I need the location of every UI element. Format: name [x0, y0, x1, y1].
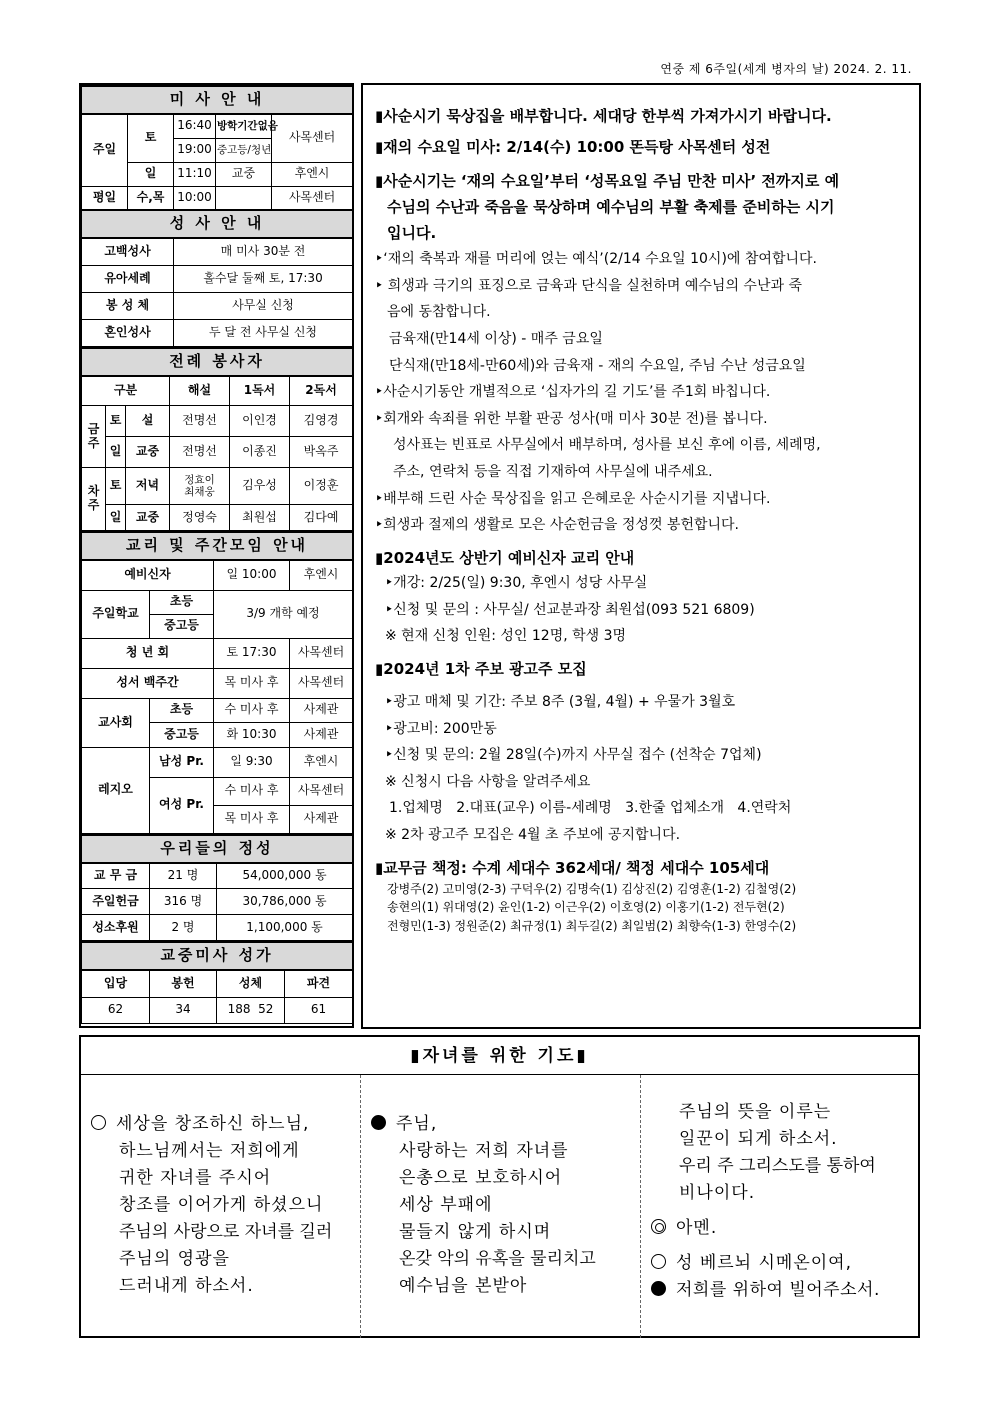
bulletin-date-line: 연중 제 6주일(세계 병자의 날) 2024. 2. 11.	[660, 62, 912, 76]
prayer-line: 창조를 이어가게 하셨으니	[119, 1195, 324, 1215]
catechumen-place: 후엔시	[290, 560, 353, 590]
legio-male-label: 남성 Pr.	[150, 747, 214, 777]
prayer-line: 사랑하는 저희 자녀를	[399, 1141, 569, 1161]
notice-heading: ▮교무금 책정: 수계 세대수 362세대/ 책정 세대수 105세대	[375, 858, 770, 877]
second-reader-name: 김다예	[290, 505, 353, 531]
liturgy-mass: 저녁	[126, 468, 170, 505]
liturgy-mass: 설	[126, 406, 170, 437]
liturgy-day: 일	[106, 505, 126, 531]
legio-place: 사제관	[290, 805, 353, 833]
mass-time: 10:00	[174, 186, 216, 210]
sacrament-label: 혼인성사	[82, 319, 174, 346]
second-reader-name: 박옥주	[290, 437, 353, 468]
notice-heading: ▮2024년 1차 주보 광고주 모집	[375, 659, 587, 678]
sacrament-label: 봉 성 체	[82, 292, 174, 319]
notice-heading: ▮사순시기 묵상집을 배부합니다. 세대당 한부씩 가져가시기 바랍니다.	[375, 107, 832, 125]
first-reader-name: 김우성	[230, 468, 290, 505]
hymn-number: 34	[150, 997, 217, 1023]
teachers-time: 수 미사 후	[214, 698, 290, 722]
hymn-header: 성체	[217, 970, 285, 997]
mass-target	[216, 186, 272, 210]
double-circle-icon	[651, 1219, 666, 1234]
prayer-column-3	[640, 1075, 918, 1338]
prayer-column-2	[360, 1075, 640, 1338]
name-list-line: 전형민(1-3) 정원준(2) 최규정(1) 최두길(2) 최일범(2) 최향숙(1-3) 한영수(2)	[387, 919, 797, 934]
teachers-sub: 초등	[150, 698, 214, 722]
notice-bullet: ‣ 희생과 극기의 표징으로 금육과 단식을 실천하며 예수님의 수난과 죽	[375, 277, 802, 294]
mass-target: 중고등/청년	[216, 138, 272, 162]
hymns-section-title: 교중미사 성가	[82, 942, 353, 970]
prayer-line: 주님,	[396, 1114, 438, 1134]
next-week-text: 차주	[87, 484, 100, 512]
sacrament-label: 유아세례	[82, 265, 174, 292]
liturgy-header: 2독서	[290, 376, 353, 406]
liturgy-day: 일	[106, 437, 126, 468]
offering-count: 2 명	[150, 915, 217, 941]
teachers-sub: 중고등	[150, 722, 214, 747]
mass-time: 16:40	[174, 114, 216, 138]
teachers-place: 사제관	[290, 698, 353, 722]
notice-note: ※ 현재 신청 인원: 성인 12명, 학생 3명	[385, 628, 627, 645]
next-week-label	[82, 468, 106, 531]
sunday-school-value: 3/9 개학 예정	[214, 590, 353, 638]
offerings-table	[81, 834, 353, 942]
offering-amount: 1,100,000 동	[217, 915, 353, 941]
notice-bullet: ‣광고비: 200만동	[385, 720, 497, 737]
hymn-header: 봉헌	[150, 970, 217, 997]
mass-time: 11:10	[174, 162, 216, 186]
liturgy-mass: 교중	[126, 505, 170, 531]
prayer-line: 우리 주 그리스도를 통하여	[679, 1156, 876, 1176]
notice-heading: ▮사순시기는 ‘재의 수요일’부터 ‘성목요일 주님 만찬 미사’ 전까지로 예	[375, 171, 840, 190]
notice-bullet: ‣희생과 절제의 생활로 모은 사순헌금을 정성껏 봉헌합니다.	[375, 517, 739, 534]
prayer-line: 주님의 뜻을 이루는	[679, 1102, 832, 1122]
sacrament-value: 매 미사 30분 전	[174, 238, 353, 265]
mass-time: 19:00	[174, 138, 216, 162]
notice-bullet: ‣신청 및 문의 : 사무실/ 선교분과장 최원섭(093 521 6809)	[385, 601, 755, 618]
offering-count: 21 명	[150, 863, 217, 889]
liturgy-mass: 교중	[126, 437, 170, 468]
notice-note-detail: 1.업체명 2.대표(교우) 이름-세례명 3.한줄 업체소개 4.연락처	[389, 800, 792, 817]
teachers-time: 화 10:30	[214, 722, 290, 747]
sacrament-label: 고백성사	[82, 238, 174, 265]
teachers-label: 교사회	[82, 698, 150, 747]
prayer-box	[79, 1035, 920, 1338]
prayer-line: 은총으로 보호하시어	[399, 1168, 563, 1188]
sacrament-value: 사무실 신청	[174, 292, 353, 319]
prayer-line: 온갖 악의 유혹을 물리치고	[399, 1249, 596, 1269]
legio-time: 목 미사 후	[214, 805, 290, 833]
saturday-label: 토	[128, 114, 174, 162]
mass-target: 교중	[216, 162, 272, 186]
legio-female-label: 여성 Pr.	[150, 777, 214, 833]
youth-time: 토 17:30	[214, 638, 290, 668]
filled-circle-icon	[371, 1115, 386, 1130]
name-list-line: 강병주(2) 고미영(2-3) 구덕우(2) 김명숙(1) 김상진(2) 김영훈(1-2) 김철영(2)	[387, 881, 797, 896]
first-reader-name: 최원섭	[230, 505, 290, 531]
prayer-line: 주님의 사랑으로 자녀를 길러	[119, 1222, 333, 1242]
prayer-amen: 아멘.	[676, 1218, 718, 1238]
sacrament-section-title: 성 사 안 내	[82, 210, 353, 238]
hymn-number: 62	[82, 997, 150, 1023]
prayer-response: 저희를 위하여 빌어주소서.	[676, 1280, 880, 1300]
open-circle-icon	[651, 1254, 666, 1269]
prayer-line: 하느님께서는 저희에게	[119, 1141, 300, 1161]
youth-place: 사목센터	[290, 638, 353, 668]
second-reader-name: 이정훈	[290, 468, 353, 505]
meetings-section-title: 교리 및 주간모임 안내	[82, 532, 353, 560]
legio-time: 수 미사 후	[214, 777, 290, 805]
weekday-days: 수,목	[128, 186, 174, 210]
mass-target: 방학기간없음	[216, 114, 272, 138]
liturgy-table	[81, 347, 353, 532]
offering-label: 성소후원	[82, 915, 150, 941]
prayer-line: 드러내게 하소서.	[119, 1276, 254, 1296]
notice-heading-continued: 수님의 수난과 죽음을 묵상하며 예수님의 부활 축제를 준비하는 시기	[387, 197, 835, 216]
sunday-label: 주일	[82, 114, 128, 186]
liturgy-day: 토	[106, 468, 126, 505]
offering-amount: 30,786,000 동	[217, 889, 353, 915]
legio-time: 일 9:30	[214, 747, 290, 777]
sacrament-value: 홀수달 둘째 토, 17:30	[174, 265, 353, 292]
this-week-text: 금주	[87, 421, 100, 450]
notice-bullet-detail: 단식재(만18세-만60세)와 금육재 - 재의 수요일, 주님 수난 성금요일	[389, 357, 806, 374]
notice-bullet: ‣개강: 2/25(일) 9:30, 후엔시 성당 사무실	[385, 575, 648, 592]
mass-section-title: 미 사 안 내	[82, 86, 353, 114]
liturgy-header: 1독서	[230, 376, 290, 406]
notice-bullet: ‣배부해 드린 사순 묵상집을 읽고 은혜로운 사순시기를 지냅니다.	[375, 490, 771, 507]
sunday-school-sub: 중고등	[150, 614, 214, 638]
notice-heading-continued: 입니다.	[387, 224, 437, 242]
name-list-line: 송현의(1) 위대영(2) 윤인(1-2) 이근우(2) 이호영(2) 이홍기(1-2) 전두현(2)	[387, 900, 785, 915]
hymn-header: 파견	[285, 970, 353, 997]
left-info-panel	[79, 83, 354, 1028]
liturgy-header: 구분	[82, 376, 170, 406]
meetings-table	[81, 531, 353, 834]
prayer-column-1	[81, 1075, 360, 1338]
catechumen-label: 예비신자	[82, 560, 214, 590]
notices-panel	[361, 83, 921, 1029]
this-week-label	[82, 406, 106, 468]
notice-bullet: ‣회개와 속죄를 위한 부활 판공 성사(매 미사 30분 전)를 봅니다.	[375, 410, 768, 427]
prayer-line: 물들지 않게 하시며	[399, 1222, 552, 1242]
commentator-name: 전명선	[170, 406, 230, 437]
commentator-name: 전명선	[170, 437, 230, 468]
mass-place: 후엔시	[272, 162, 353, 186]
offering-label: 교 무 금	[82, 863, 150, 889]
teachers-place: 사제관	[290, 722, 353, 747]
weekday-label: 평일	[82, 186, 128, 210]
prayer-line: 주님의 영광을	[119, 1249, 230, 1269]
mass-place: 사목센터	[272, 186, 353, 210]
notice-note: ※ 신청시 다음 사항을 알려주세요	[385, 773, 591, 790]
offerings-section-title: 우리들의 정성	[82, 835, 353, 863]
offering-label: 주일헌금	[82, 889, 150, 915]
hymn-number: 188 52	[217, 997, 285, 1023]
prayer-line: 비나이다.	[679, 1183, 756, 1203]
liturgy-header: 해설	[170, 376, 230, 406]
prayer-line: 예수님을 본받아	[399, 1276, 528, 1296]
bible-label: 성서 백주간	[82, 668, 214, 698]
notice-bullet: ‣신청 및 문의: 2월 28일(수)까지 사무실 접수 (선착순 7업체)	[385, 747, 762, 764]
notice-heading: ▮2024년도 상반기 예비신자 교리 안내	[375, 548, 635, 567]
notice-bullet: ‣광고 매체 및 기간: 주보 8주 (3월, 4월) + 우물가 3월호	[385, 694, 736, 711]
notice-note: ※ 2차 광고주 모집은 4월 초 주보에 공지합니다.	[385, 827, 681, 844]
notice-bullet: ‣‘재의 축복과 재를 머리에 얹는 예식’(2/14 수요일 10시)에 참여합니다.	[375, 251, 817, 268]
filled-circle-icon	[651, 1281, 666, 1296]
liturgy-day: 토	[106, 406, 126, 437]
catechumen-time: 일 10:00	[214, 560, 290, 590]
open-circle-icon	[91, 1115, 106, 1130]
prayer-saint: 성 베르뇌 시메온이여,	[676, 1253, 853, 1273]
second-reader-name: 김영경	[290, 406, 353, 437]
commentator-name: 정효이	[184, 473, 215, 486]
commentator-name: 최채웅	[184, 486, 215, 498]
sunday-day: 일	[128, 162, 174, 186]
first-reader-name: 이종진	[230, 437, 290, 468]
offering-amount: 54,000,000 동	[217, 863, 353, 889]
notice-heading: ▮재의 수요일 미사: 2/14(수) 10:00 똔득탕 사목센터 성전	[375, 138, 771, 157]
notice-bullet-continued: 성사표는 빈표로 사무실에서 배부하며, 성사를 보신 후에 이름, 세례명,	[393, 437, 821, 454]
notice-bullet: ‣사순시기동안 개별적으로 ‘십자가의 길 기도’를 주1회 바칩니다.	[375, 384, 771, 401]
notice-bullet-continued: 음에 동참합니다.	[387, 304, 491, 321]
first-reader-name: 이인경	[230, 406, 290, 437]
legio-label: 레지오	[82, 747, 150, 833]
legio-place: 후엔시	[290, 747, 353, 777]
bible-time: 목 미사 후	[214, 668, 290, 698]
prayer-line: 세상 부패에	[399, 1195, 493, 1215]
info-table	[81, 85, 353, 347]
sunday-school-sub: 초등	[150, 590, 214, 614]
prayer-line: 귀한 자녀를 주시어	[119, 1168, 272, 1188]
legio-place: 사목센터	[290, 777, 353, 805]
prayer-title: ▮자녀를 위한 기도▮	[81, 1037, 918, 1075]
hymns-table	[81, 941, 353, 1024]
commentator-names	[170, 468, 230, 505]
notice-bullet-detail: 금육재(만14세 이상) - 매주 금요일	[389, 331, 603, 348]
youth-label: 청 년 회	[82, 638, 214, 668]
liturgy-section-title: 전례 봉사자	[82, 348, 353, 376]
mass-place: 사목센터	[272, 114, 353, 162]
sunday-school-label: 주일학교	[82, 590, 150, 638]
bible-place: 사목센터	[290, 668, 353, 698]
commentator-name: 정영숙	[170, 505, 230, 531]
hymn-number: 61	[285, 997, 353, 1023]
hymn-header: 입당	[82, 970, 150, 997]
offering-count: 316 명	[150, 889, 217, 915]
prayer-line: 일꾼이 되게 하소서.	[679, 1129, 838, 1149]
prayer-line: 세상을 창조하신 하느님,	[116, 1114, 310, 1134]
sacrament-value: 두 달 전 사무실 신청	[174, 319, 353, 346]
notice-bullet-continued: 주소, 연락처 등을 직접 기재하여 사무실에 내주세요.	[393, 464, 713, 480]
